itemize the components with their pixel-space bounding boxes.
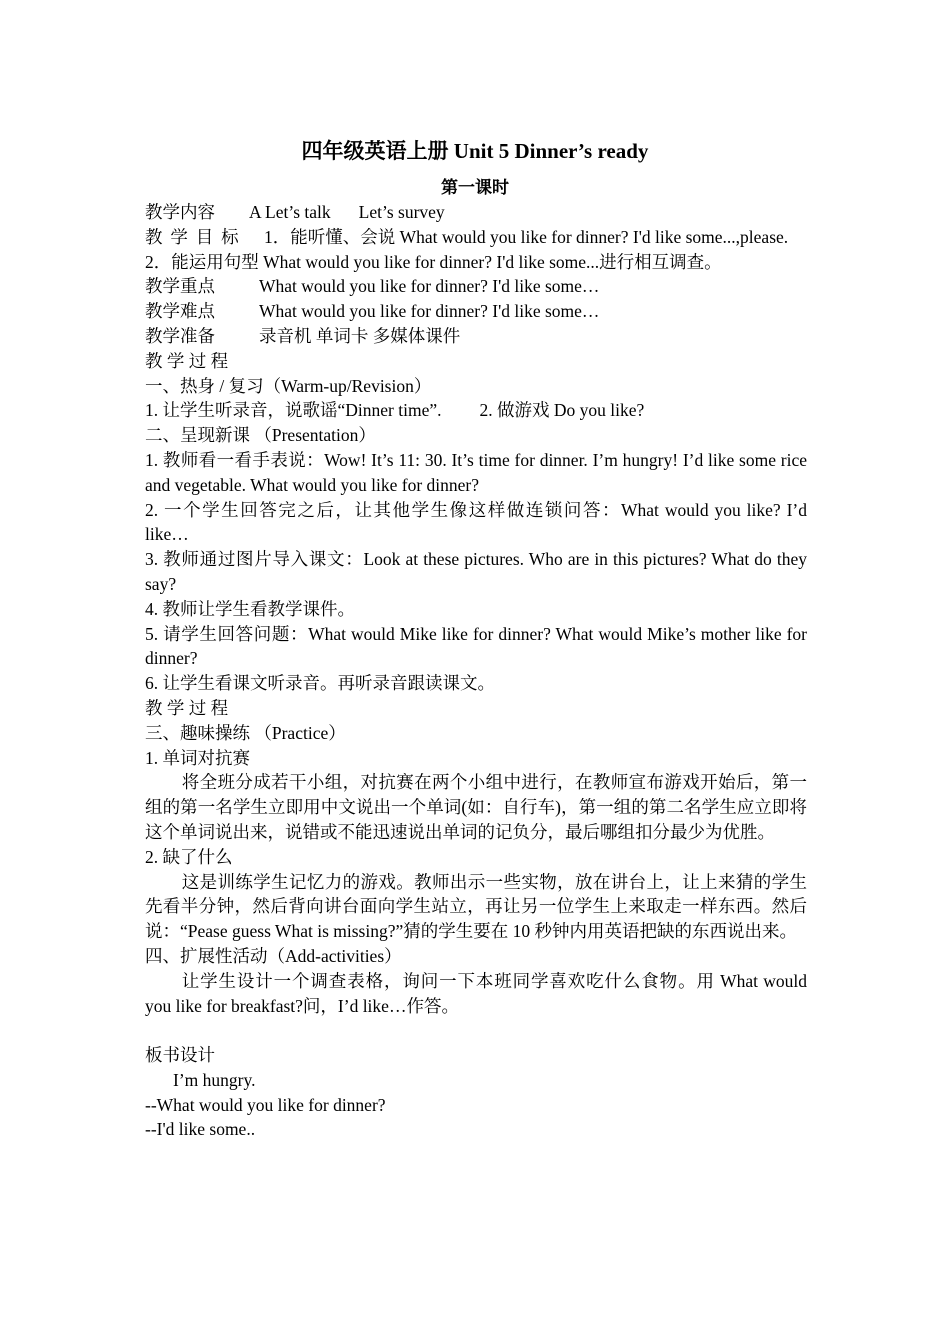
- keypoint-row: [145, 274, 807, 299]
- presentation-item: 4. 教师让学生看教学课件。: [145, 598, 355, 619]
- presentation-item: 3. 教师通过图片导入课文：Look at these pictures. Who are in this pictures? What do they say?: [145, 549, 807, 594]
- board-line-1: I’m hungry.: [173, 1069, 256, 1090]
- warmup-item-1: 1. 让学生听录音，说歌谣“Dinner time”.: [145, 400, 442, 421]
- board-line-2: --What would you like for dinner?: [145, 1094, 386, 1115]
- teaching-content-a: A Let’s talk: [249, 202, 331, 222]
- teaching-content-label: 教学内容: [145, 202, 215, 222]
- board-line-3: --I'd like some..: [145, 1119, 256, 1140]
- presentation-item: 2. 一个学生回答完之后，让其他学生像这样做连锁问答：What would you like? I’d like…: [145, 499, 807, 545]
- presentation-item: 5. 请学生回答问题：What would Mike like for dinner? What would Mike’s mother like for dinner?: [145, 623, 807, 669]
- document-body: [145, 200, 807, 1142]
- keypoint-text: What would you like for dinner? I'd like some…: [259, 276, 600, 297]
- keypoint-label: 教学重点: [145, 276, 215, 297]
- difficulty-row: [145, 299, 807, 324]
- warmup-heading: 一、热身 / 复习（Warm-up/Revision）: [145, 375, 432, 396]
- board-design-heading: 板书设计: [145, 1045, 215, 1066]
- teaching-goals-row: [145, 225, 807, 250]
- extension-text: 让学生设计一个调查表格，询问一下本班同学喜欢吃什么食物。用 What would you like for breakfast?问，I’d like…作答。: [145, 970, 807, 1016]
- practice-heading: 三、趣味操练 （Practice）: [145, 722, 346, 743]
- teaching-content-b: Let’s survey: [358, 202, 445, 222]
- lesson-subtitle: 第一课时: [441, 178, 509, 197]
- teaching-goals-line2: 2．能运用句型 What would you like for dinner? I'd like some...进行相互调查。: [145, 251, 722, 272]
- difficulty-label: 教学难点: [145, 301, 215, 322]
- difficulty-text: What would you like for dinner? I'd like some…: [259, 301, 600, 322]
- presentation-heading: 二、呈现新课 （Presentation）: [145, 425, 376, 446]
- practice-item-1-text: 将全班分成若干小组，对抗赛在两个小组中进行，在教师宣布游戏开始后，第一组的第一名学生立即用中文说出一个单词(如：自行车)，第一组的第二名学生应立即将这个单词说出来，说错或不能迅速说出单词的记负分，最后哪组扣分最少为优胜。: [145, 772, 807, 842]
- teaching-goals-label: 教学目标: [145, 226, 247, 247]
- practice-item-2-text: 这是训练学生记忆力的游戏。教师出示一些实物，放在讲台上，让上来猜的学生先看半分钟，然后背向讲台面向学生站立，再让另一位学生上来取走一样东西。然后说：“Pease guess What is missing?”猜的学生要在 10 秒钟内用英语把缺的东西说出来。: [145, 871, 807, 942]
- warmup-item-2: 2. 做游戏 Do you like?: [479, 400, 645, 421]
- spacer: [145, 1018, 807, 1043]
- presentation-item: 6. 让学生看课文听录音。再听录音跟读课文。: [145, 673, 495, 694]
- teaching-goals-line1: 1．能听懂、会说 What would you like for dinner? I'd like some...,please.: [264, 226, 789, 247]
- warmup-items: [145, 398, 807, 423]
- process-heading-2: 教 学 过 程: [145, 697, 229, 718]
- practice-item-1-title: 1. 单词对抗赛: [145, 747, 250, 768]
- preparation-label: 教学准备: [145, 325, 215, 346]
- teaching-content-row: [145, 200, 807, 225]
- presentation-item: 1. 教师看一看手表说：Wow! It’s 11: 30. It’s time for dinner. I’m hungry! I’d like some rice and vegetable. What would you like for dinner?: [145, 449, 807, 495]
- practice-item-2-title: 2. 缺了什么: [145, 846, 233, 867]
- extension-heading: 四、扩展性活动（Add-activities）: [145, 945, 402, 966]
- preparation-row: [145, 324, 807, 349]
- document-title: 四年级英语上册 Unit 5 Dinner’s ready: [301, 139, 649, 163]
- preparation-text: 录音机 单词卡 多媒体课件: [259, 325, 461, 346]
- process-heading: 教 学 过 程: [145, 350, 229, 371]
